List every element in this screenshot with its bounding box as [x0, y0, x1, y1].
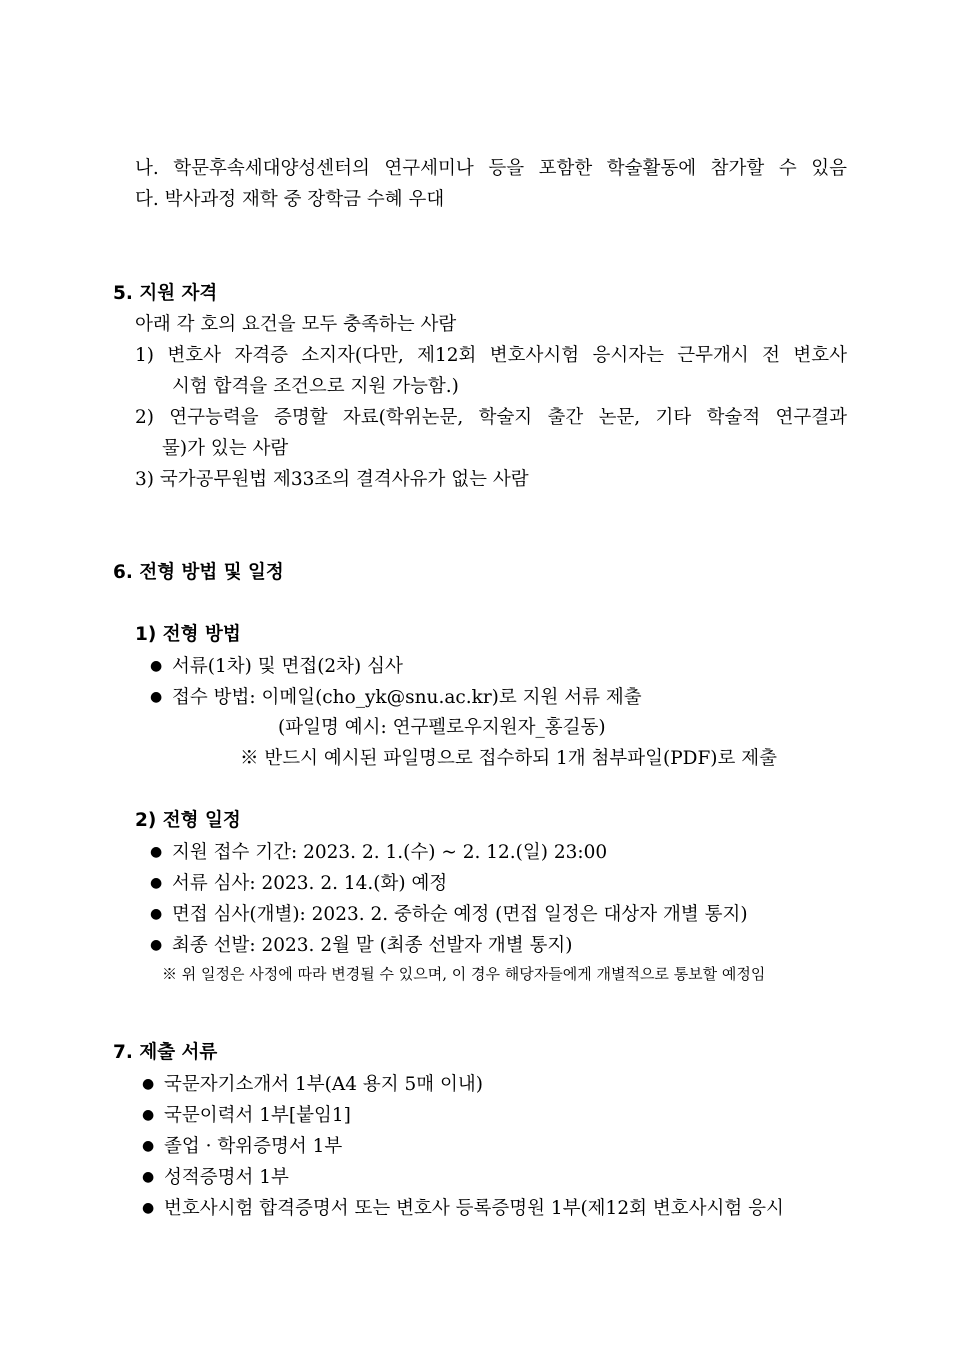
bullet-icon: ●: [150, 844, 163, 860]
sub2-bullet3-text: 면접 심사(개별): 2023. 2. 중하순 예정 (면접 일정은 대상자 개별 통지): [172, 904, 748, 925]
section7-bullet2-text: 국문이력서 1부[붙임1]: [164, 1105, 351, 1126]
section7-bullet5-text: 번호사시험 합격증명서 또는 변호사 등록증명원 1부(제12회 변호사시험 응시: [164, 1198, 784, 1219]
bullet-icon: ●: [150, 906, 163, 922]
sub1-bullet2-text: 접수 방법: 이메일(cho_yk@snu.ac.kr)로 지원 서류 제출: [172, 687, 642, 708]
section5-item2-line2: 물)가 있는 사람: [162, 438, 289, 459]
sub1-filename-example: (파일명 예시: 연구펠로우지원자_홍길동): [278, 717, 606, 738]
bullet-icon: ●: [150, 658, 163, 674]
sub2-bullet4-text: 최종 선발: 2023. 2월 말 (최종 선발자 개별 통지): [172, 935, 573, 956]
list-item: [142, 1072, 483, 1097]
list-item: [150, 871, 447, 896]
section7-bullet1-text: 국문자기소개서 1부(A4 용지 5매 이내): [164, 1074, 483, 1095]
list-item: [142, 1196, 846, 1221]
section6-sub2-title: 2) 전형 일정: [135, 810, 241, 831]
section5-title: 5. 지원 자격: [113, 283, 218, 304]
section4-item-na: 나. 학문후속세대양성센터의 연구세미나 등을 포함한 학술활동에 참가할 수 있음: [135, 158, 847, 179]
section6-sub1-title: 1) 전형 방법: [135, 624, 241, 645]
list-item: [150, 902, 748, 927]
bullet-icon: ●: [142, 1107, 155, 1123]
list-item: [142, 1165, 289, 1190]
sub1-bullet1-text: 서류(1차) 및 면접(2차) 심사: [172, 656, 403, 677]
section6-title: 6. 전형 방법 및 일정: [113, 562, 284, 583]
list-item: [150, 933, 573, 958]
section5-intro: 아래 각 호의 요건을 모두 충족하는 사람: [135, 314, 457, 335]
section7-bullet3-text: 졸업 · 학위증명서 1부: [164, 1136, 343, 1157]
bullet-icon: ●: [150, 689, 163, 705]
bullet-icon: ●: [142, 1200, 155, 1216]
sub2-bullet1-text: 지원 접수 기간: 2023. 2. 1.(수) ~ 2. 12.(일) 23:00: [172, 842, 608, 863]
section5-item3: 3) 국가공무원법 제33조의 결격사유가 없는 사람: [135, 469, 529, 490]
list-item: [150, 654, 403, 679]
bullet-icon: ●: [150, 875, 163, 891]
section4-item-da: 다. 박사과정 재학 중 장학금 수혜 우대: [135, 189, 445, 210]
sub2-bullet2-text: 서류 심사: 2023. 2. 14.(화) 예정: [172, 873, 448, 894]
list-item: [142, 1103, 351, 1128]
sub1-note: ※ 반드시 예시된 파일명으로 접수하되 1개 첨부파일(PDF)로 제출: [240, 748, 778, 769]
list-item: [150, 840, 607, 865]
bullet-icon: ●: [150, 937, 163, 953]
sub2-note: ※ 위 일정은 사정에 따라 변경될 수 있으며, 이 경우 해당자들에게 개별적으로 통보할 예정임: [162, 965, 766, 983]
section5-item1-line2: 시험 합격을 조건으로 지원 가능함.): [172, 376, 459, 397]
list-item: [142, 1134, 342, 1159]
section7-title: 7. 제출 서류: [113, 1042, 218, 1063]
bullet-icon: ●: [142, 1169, 155, 1185]
section7-bullet4-text: 성적증명서 1부: [164, 1167, 289, 1188]
list-item: [150, 685, 642, 710]
bullet-icon: ●: [142, 1076, 155, 1092]
bullet-icon: ●: [142, 1138, 155, 1154]
section5-item2-line1: 2) 연구능력을 증명할 자료(학위논문, 학술지 출간 논문, 기타 학술적 연구결과: [135, 407, 847, 428]
section5-item1-line1: 1) 변호사 자격증 소지자(다만, 제12회 변호사시험 응시자는 근무개시 전 변호사: [135, 345, 847, 366]
